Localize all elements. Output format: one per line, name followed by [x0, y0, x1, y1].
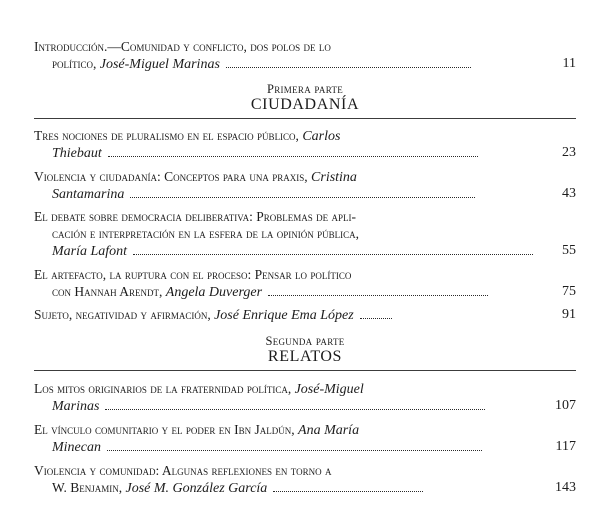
entry-author: José-Miguel Marinas [99, 57, 220, 72]
entry-author: José M. González García [125, 481, 268, 496]
entry-page-number: 23 [562, 145, 576, 160]
entry-page-number: 43 [562, 186, 576, 201]
entry-title-line [34, 283, 576, 300]
toc-entry [34, 306, 576, 323]
entry-title-line: Introducción.—Comunidad y conflicto, dos polos de lo [34, 39, 331, 54]
entry-title-line [34, 438, 576, 455]
dot-leader [107, 446, 482, 451]
entry-title-text: Los mitos originarios de la fraternidad política, [34, 381, 295, 396]
toc-entry [34, 462, 576, 496]
entry-author: José Enrique Ema López [214, 308, 354, 323]
entry-page-number: 75 [562, 284, 576, 299]
entry-title-text: Sujeto, negatividad y afirmación, [34, 307, 215, 322]
entry-page-number: 55 [562, 243, 576, 258]
entry-title-text: W. Benjamin, [52, 480, 126, 495]
toc-entry [34, 380, 576, 414]
entry-title-line [34, 55, 576, 72]
part-label: Primera parte [266, 82, 344, 96]
entry-title-line [34, 168, 576, 185]
entry-title-line [34, 185, 576, 202]
entry-author: Marinas [52, 399, 100, 414]
entry-title-line [34, 380, 576, 397]
section-title: RELATOS [267, 348, 343, 365]
entry-author: Thiebaut [52, 146, 102, 161]
entry-title-line [34, 306, 576, 323]
dot-leader [360, 314, 392, 319]
entry-title-line [34, 144, 576, 161]
entry-title-text: Tres nociones de pluralismo en el espacio público, [34, 128, 303, 143]
entry-author: José-Miguel [294, 382, 364, 397]
entry-page-number: 143 [555, 480, 576, 495]
section-divider [34, 370, 576, 371]
dot-leader [273, 487, 423, 492]
entry-author: Cristina [311, 170, 357, 185]
dot-leader [226, 63, 471, 68]
entry-page-number: 91 [562, 307, 576, 322]
entry-page-number: 11 [562, 56, 576, 71]
entry-title-line: El artefacto, la ruptura con el proceso: Pensar lo político [34, 267, 352, 282]
entry-title-line [34, 242, 576, 259]
entry-title-text: Violencia y ciudadanía: Conceptos para una praxis, [34, 169, 312, 184]
entry-author: Minecan [52, 440, 101, 455]
entry-title-line [34, 397, 576, 414]
dot-leader [130, 193, 475, 198]
toc-entry-introduccion [34, 38, 576, 72]
entry-title-line [34, 127, 576, 144]
toc-entry [34, 421, 576, 455]
toc-entry [34, 127, 576, 161]
entry-author: Ana María [298, 423, 360, 438]
entry-title-line [34, 421, 576, 438]
entry-author: Carlos [302, 129, 341, 144]
entry-title-line: cación e interpretación en la esfera de la opinión pública, [52, 226, 360, 241]
section-divider [34, 118, 576, 119]
dot-leader [108, 152, 478, 157]
dot-leader [268, 291, 488, 296]
toc-entry [34, 168, 576, 202]
toc-entry [34, 208, 576, 259]
entry-author: María Lafont [52, 244, 128, 259]
entry-page-number: 107 [555, 398, 576, 413]
entry-title-text: político, [52, 56, 100, 71]
dot-leader [105, 405, 485, 410]
entry-title-line [34, 479, 576, 496]
entry-title-text: El vínculo comunitario y el poder en Ibn Jaldún, [34, 422, 299, 437]
entry-author: Angela Duverger [165, 285, 263, 300]
section-title: CIUDADANÍA [250, 96, 360, 113]
part-label: Segunda parte [265, 334, 345, 348]
entry-title-line: Violencia y comunidad: Algunas reflexiones en torno a [34, 463, 332, 478]
entry-page-number: 117 [555, 439, 576, 454]
toc-entry [34, 266, 576, 300]
entry-title-line: El debate sobre democracia deliberativa: Problemas de apli- [34, 209, 356, 224]
dot-leader [133, 250, 533, 255]
entry-author: Santamarina [52, 187, 125, 202]
entry-title-text: con Hannah Arendt, [52, 284, 166, 299]
